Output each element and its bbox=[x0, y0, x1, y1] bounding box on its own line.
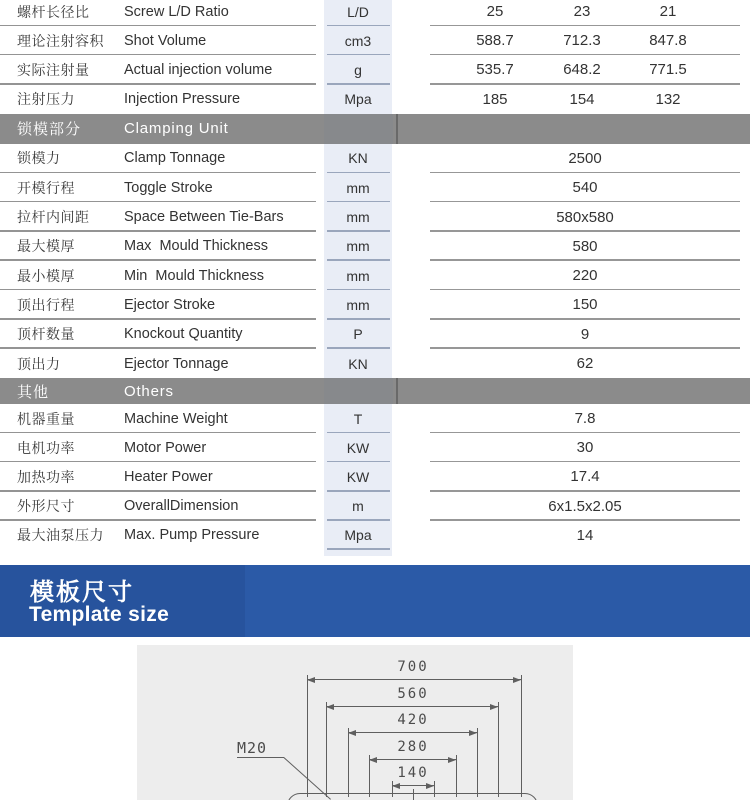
extension-line bbox=[326, 702, 327, 797]
row-label-zh: 顶杆数量 bbox=[17, 326, 75, 343]
row-value: 648.2 bbox=[563, 61, 601, 79]
row-unit: KN bbox=[348, 150, 368, 167]
row-label-zh: 螺杆长径比 bbox=[17, 3, 90, 20]
row-label-en: Toggle Stroke bbox=[124, 179, 213, 196]
table-row bbox=[0, 462, 750, 491]
row-unit: Mpa bbox=[344, 527, 372, 544]
banner-title-en: Template size bbox=[29, 603, 170, 626]
extension-line bbox=[456, 755, 457, 797]
table-row bbox=[0, 26, 750, 55]
dimension-label: 140 bbox=[397, 765, 429, 781]
row-label-en: Screw L/D Ratio bbox=[124, 3, 229, 20]
section-title-en: Clamping Unit bbox=[124, 120, 229, 138]
section-band-divider bbox=[396, 114, 398, 144]
dimension-arrow bbox=[369, 757, 377, 763]
row-value: 9 bbox=[580, 325, 590, 343]
table-row bbox=[0, 492, 750, 521]
row-label-zh: 开模行程 bbox=[17, 179, 75, 196]
dimension-arrow bbox=[513, 677, 521, 683]
row-label-en: Ejector Stroke bbox=[124, 296, 216, 313]
row-label-en: Actual injection volume bbox=[124, 61, 273, 78]
extension-line bbox=[498, 702, 499, 797]
row-label-zh: 拉杆内间距 bbox=[17, 209, 90, 226]
dimension-arrow bbox=[348, 730, 356, 736]
row-unit: P bbox=[353, 326, 363, 343]
row-label-zh: 注射压力 bbox=[17, 91, 75, 108]
thread-callout-label: M20 bbox=[237, 739, 268, 757]
row-unit: T bbox=[353, 410, 363, 427]
dimension-line bbox=[348, 732, 477, 733]
row-unit: mm bbox=[346, 267, 370, 284]
row-separator bbox=[327, 548, 390, 550]
row-label-zh: 顶出行程 bbox=[17, 296, 75, 313]
row-value: 6x1.5x2.05 bbox=[548, 497, 622, 515]
row-label-zh: 外形尺寸 bbox=[17, 498, 75, 515]
dimension-label: 700 bbox=[397, 659, 429, 675]
dimension-label: 280 bbox=[397, 739, 429, 755]
row-value: 30 bbox=[576, 439, 594, 457]
extension-line bbox=[477, 728, 478, 797]
row-value: 847.8 bbox=[649, 32, 687, 50]
row-label-zh: 最小模厚 bbox=[17, 267, 75, 284]
row-label-zh: 机器重量 bbox=[17, 410, 75, 427]
banner-title-zh: 模板尺寸 bbox=[30, 579, 134, 606]
table-row bbox=[0, 173, 750, 202]
dimension-line bbox=[369, 759, 456, 760]
section-title-zh: 锁模部分 bbox=[17, 121, 82, 139]
section-header-band bbox=[0, 378, 750, 404]
row-value: 2500 bbox=[568, 149, 602, 167]
row-value: 23 bbox=[573, 3, 591, 21]
row-value: 150 bbox=[572, 296, 598, 314]
dimension-arrow bbox=[426, 783, 434, 789]
table-row bbox=[0, 202, 750, 231]
row-label-zh: 顶出力 bbox=[17, 355, 61, 372]
row-unit: mm bbox=[346, 209, 370, 226]
row-value: 62 bbox=[576, 355, 594, 373]
row-label-en: Injection Pressure bbox=[124, 91, 241, 108]
dimension-arrow bbox=[326, 704, 334, 710]
row-unit: KW bbox=[346, 439, 370, 456]
row-unit: g bbox=[354, 61, 362, 78]
row-unit: mm bbox=[346, 238, 370, 255]
row-label-zh: 加热功率 bbox=[17, 468, 75, 485]
dimension-arrow bbox=[490, 704, 498, 710]
row-value: 712.3 bbox=[563, 32, 601, 50]
row-value: 14 bbox=[576, 526, 594, 544]
table-row bbox=[0, 433, 750, 462]
table-row bbox=[0, 404, 750, 433]
row-value: 588.7 bbox=[476, 32, 514, 50]
dimension-line bbox=[307, 679, 521, 680]
dimension-arrow bbox=[392, 783, 400, 789]
table-row bbox=[0, 521, 750, 550]
row-label-zh: 最大油泵压力 bbox=[17, 527, 104, 544]
row-unit: Mpa bbox=[344, 91, 372, 108]
section-band-unit-tint bbox=[324, 378, 393, 404]
row-label-en: Ejector Tonnage bbox=[124, 355, 229, 372]
row-value: 7.8 bbox=[574, 410, 596, 428]
row-value: 540 bbox=[572, 179, 598, 197]
dimension-arrow bbox=[307, 677, 315, 683]
section-band-unit-tint bbox=[324, 114, 393, 144]
table-row bbox=[0, 85, 750, 114]
thread-callout-underline bbox=[237, 757, 284, 758]
row-label-en: Knockout Quantity bbox=[124, 326, 243, 343]
row-label-en: Shot Volume bbox=[124, 32, 207, 49]
row-label-en: Machine Weight bbox=[124, 410, 228, 427]
template-size-banner bbox=[0, 565, 750, 637]
row-unit: KN bbox=[348, 355, 368, 372]
table-row bbox=[0, 55, 750, 84]
table-row bbox=[0, 349, 750, 378]
row-label-en: OverallDimension bbox=[124, 498, 239, 515]
row-label-en: Space Between Tie-Bars bbox=[124, 209, 284, 226]
row-value: 25 bbox=[486, 3, 504, 21]
row-value: 154 bbox=[569, 90, 595, 108]
dimension-label: 420 bbox=[397, 712, 429, 728]
row-label-en: Heater Power bbox=[124, 468, 213, 485]
row-label-en: Max. Pump Pressure bbox=[124, 527, 260, 544]
dimension-line bbox=[326, 706, 498, 707]
row-unit: mm bbox=[346, 296, 370, 313]
row-label-en: Clamp Tonnage bbox=[124, 150, 226, 167]
table-row bbox=[0, 320, 750, 349]
row-value: 132 bbox=[655, 90, 681, 108]
row-value: 17.4 bbox=[570, 468, 600, 486]
section-header-band bbox=[0, 114, 750, 144]
row-label-zh: 电机功率 bbox=[17, 439, 75, 456]
row-value: 535.7 bbox=[476, 61, 514, 79]
row-value: 771.5 bbox=[649, 61, 687, 79]
section-title-zh: 其他 bbox=[17, 383, 50, 401]
row-label-zh: 理论注射容积 bbox=[17, 32, 104, 49]
section-title-en: Others bbox=[124, 382, 174, 400]
row-value: 185 bbox=[482, 90, 508, 108]
row-label-en: Min Mould Thickness bbox=[124, 267, 264, 284]
row-unit: KW bbox=[346, 468, 370, 485]
row-label-zh: 锁模力 bbox=[17, 150, 61, 167]
table-row bbox=[0, 290, 750, 319]
table-row bbox=[0, 261, 750, 290]
row-unit: L/D bbox=[347, 3, 369, 20]
section-band-divider bbox=[396, 378, 398, 404]
platen-outline bbox=[287, 793, 538, 800]
dimension-arrow bbox=[469, 730, 477, 736]
row-value: 580 bbox=[572, 237, 598, 255]
dimension-label: 560 bbox=[397, 686, 429, 702]
row-value: 21 bbox=[659, 3, 677, 21]
extension-line bbox=[521, 675, 522, 797]
row-label-zh: 实际注射量 bbox=[17, 61, 90, 78]
row-label-en: Motor Power bbox=[124, 439, 207, 456]
row-unit: cm3 bbox=[344, 32, 372, 49]
dimension-arrow bbox=[448, 757, 456, 763]
table-row bbox=[0, 232, 750, 261]
row-value: 220 bbox=[572, 267, 598, 285]
row-value: 580x580 bbox=[556, 208, 614, 226]
row-label-en: Max Mould Thickness bbox=[124, 238, 268, 255]
extension-line bbox=[348, 728, 349, 797]
row-unit: mm bbox=[346, 179, 370, 196]
template-drawing-background bbox=[137, 645, 573, 800]
extension-line bbox=[369, 755, 370, 797]
table-row bbox=[0, 144, 750, 173]
row-unit: m bbox=[352, 498, 364, 515]
table-row bbox=[0, 0, 750, 26]
row-label-zh: 最大模厚 bbox=[17, 238, 75, 255]
